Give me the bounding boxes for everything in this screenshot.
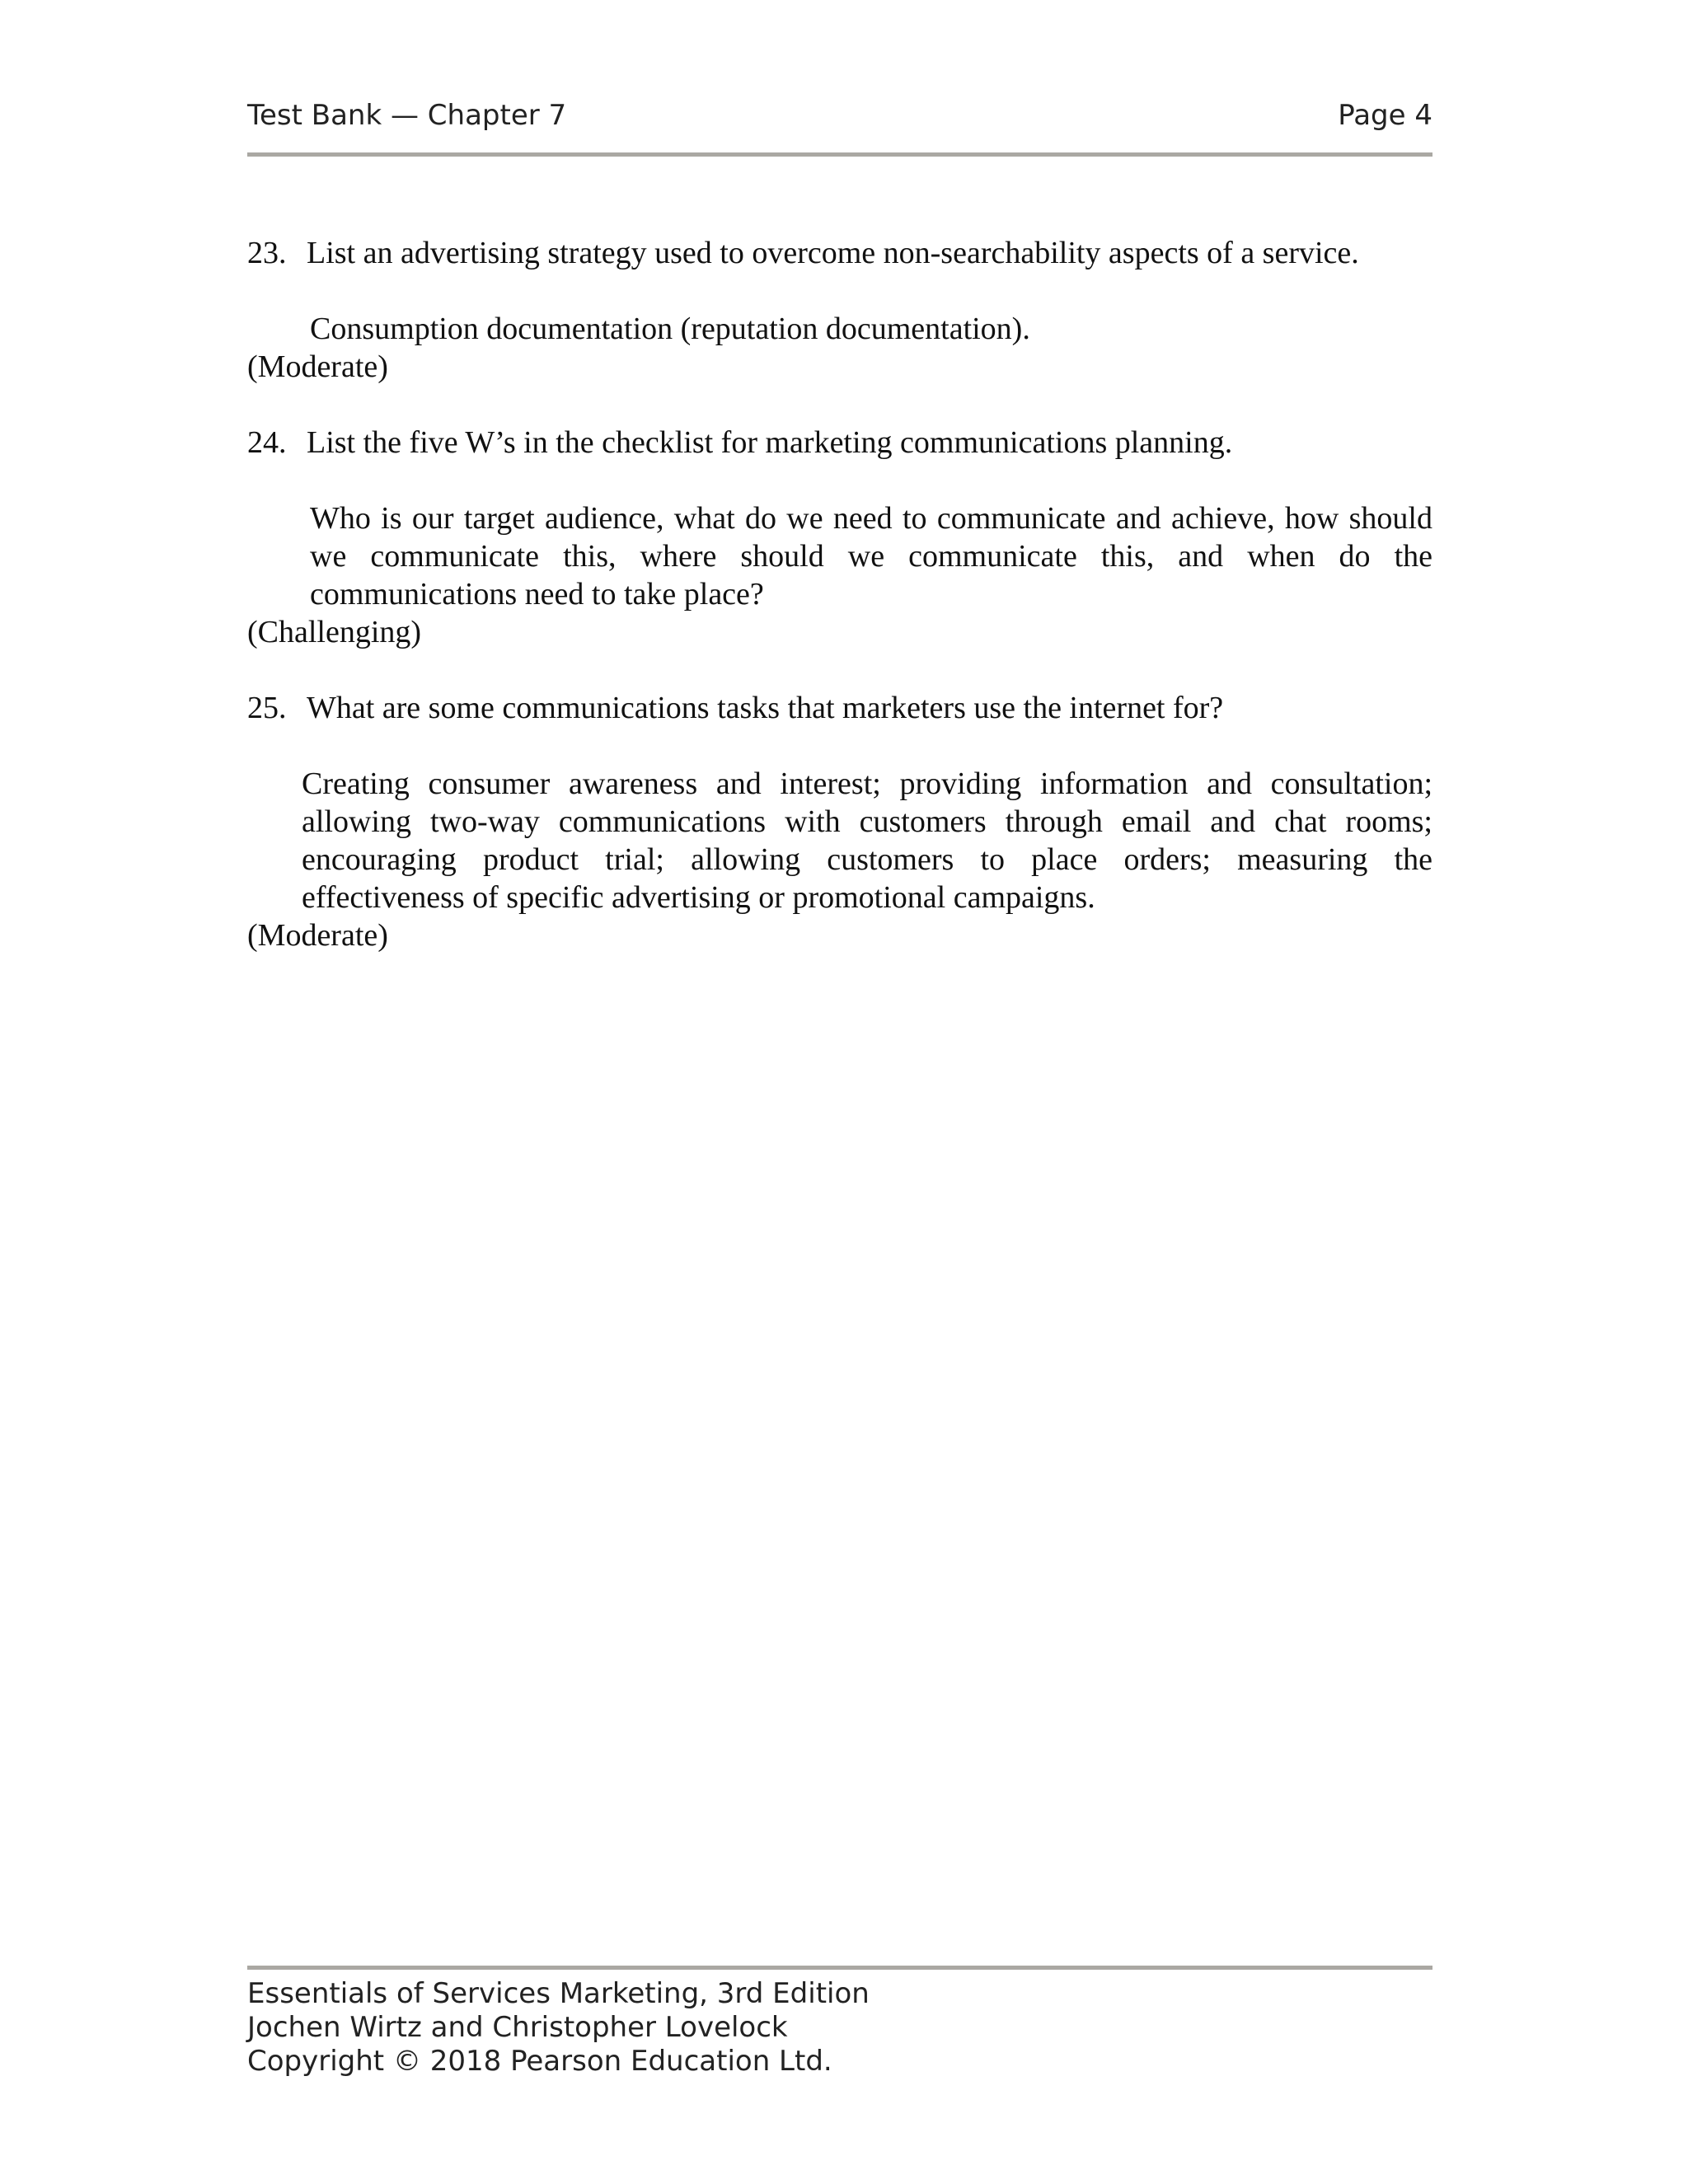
page-number: Page 4 <box>1338 99 1432 132</box>
page-footer <box>247 1977 1432 2079</box>
footer-authors: Jochen Wirtz and Christopher Lovelock <box>247 2011 788 2044</box>
difficulty-label: (Moderate) <box>247 349 388 384</box>
question-item-24 <box>247 424 1432 651</box>
question-number: 25. <box>247 691 287 725</box>
question-item-25 <box>247 689 1432 954</box>
page-header <box>247 97 1432 134</box>
difficulty-label: (Challenging) <box>247 615 422 649</box>
question-text: List the five W’s in the checklist for marketing communications planning. <box>307 425 1233 460</box>
question-number: 23. <box>247 236 287 270</box>
question-line <box>247 234 1432 272</box>
answer-text: Who is our target audience, what do we need to communicate and achieve, how should we communicate this, where should we communicate this, and when do the communications need to take place? <box>310 501 1432 612</box>
header-title: Test Bank — Chapter 7 <box>247 99 567 132</box>
answer-text: Consumption documentation (reputation documentation). <box>310 312 1030 346</box>
question-text: What are some communications tasks that marketers use the internet for? <box>307 691 1224 725</box>
question-text: List an advertising strategy used to overcome non-searchability aspects of a service. <box>307 236 1359 270</box>
question-number: 24. <box>247 425 287 460</box>
question-item-23 <box>247 234 1432 386</box>
spacer <box>247 651 1432 689</box>
answer-text: Creating consumer awareness and interest; providing information and consultation; allowing two-way communications with customers through email and chat rooms; encouraging product trial; allowing customers to place orders; measuring the effectiveness of specific advertising or promotional campaigns. <box>302 766 1432 915</box>
spacer <box>247 386 1432 424</box>
question-list <box>247 234 1432 954</box>
footer-copyright: Copyright © 2018 Pearson Education Ltd. <box>247 2045 832 2078</box>
footer-book-title: Essentials of Services Marketing, 3rd Edition <box>247 1977 870 2010</box>
header-divider <box>247 152 1432 157</box>
difficulty-label: (Moderate) <box>247 918 388 953</box>
question-line <box>247 689 1432 727</box>
question-line <box>247 424 1432 462</box>
footer-divider <box>247 1966 1432 1970</box>
